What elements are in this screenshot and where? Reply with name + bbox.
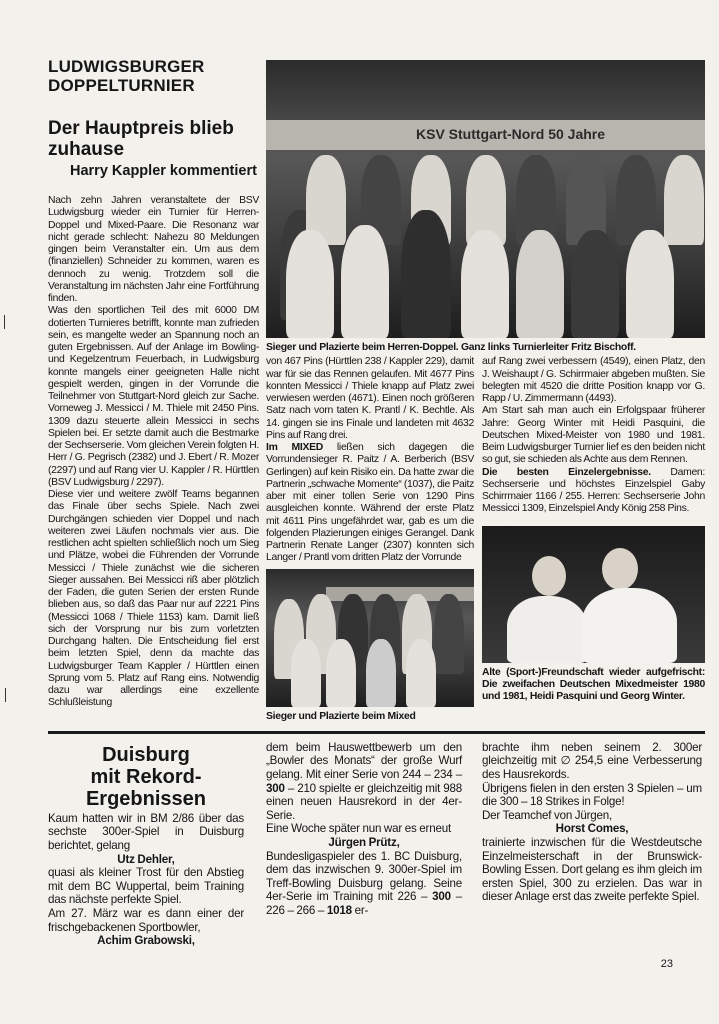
article2-title-line-1: Duisburg (102, 743, 190, 766)
article2 (48, 741, 705, 948)
text: dem beim Hauswettbewerb um den „Bowler des Monats“ der große Wurf gelang. Mit einer Serie von 244 – 234 – (266, 740, 462, 782)
paragraph: quasi als kleiner Trost für den Abstieg mit dem BC Wuppertal, beim Training das nächste perfekte Spiel. (48, 866, 244, 907)
article1-middle-column (266, 356, 474, 723)
highlight-name: Horst Comes, (555, 822, 629, 836)
article1-right-area (266, 57, 705, 723)
article1-left-column (48, 57, 259, 710)
article2-title-line-2: mit Rekord-Ergebnissen (85, 765, 207, 810)
photo-winter-pasquini (482, 526, 705, 663)
paragraph: Übrigens fielen in den ersten 3 Spielen – um die 300 – 18 Strikes in Folge! (482, 781, 702, 809)
paragraph (266, 850, 462, 918)
article-column-1 (48, 195, 259, 710)
score: 300 (266, 781, 285, 795)
lead-in: Im MIXED (266, 442, 323, 454)
article2-column-2 (266, 741, 462, 918)
scan-mark (4, 315, 5, 329)
paragraph: auf Rang zwei verbessern (4549), einen Platz, den J. Weishaupt / G. Schirrmaier abgeben mußten. Sie belegten mit 4520 die dritte Position knapp vor G. Rapp / U. Zimmermann (4493). (482, 356, 705, 405)
paragraph (482, 467, 705, 516)
paragraph: von 467 Pins (Hürttlen 238 / Kappler 229), damit war für sie das Rennen gelaufen. Mit 4677 Pins konnten Messicci / Thiele knapp auf Platz zwei verwiesen werden (4671). Einen noch größeren Satz nach vorn taten K. Prantl / K. Bechtle. Als 14. gingen sie ins Finale und landeten mit 4632 Pins auf Rang drei. (266, 356, 474, 441)
lead-in: Die besten Einzelergebnisse. (482, 466, 651, 478)
article1 (48, 57, 705, 723)
article2-title (48, 744, 244, 810)
page-number: 23 (660, 957, 673, 970)
article2-column-3 (482, 741, 702, 904)
article1-right-column (482, 356, 705, 703)
article2-column-1 (48, 812, 244, 948)
score: 1018 (326, 903, 352, 917)
photo-herren-doppel (266, 60, 705, 338)
text: – 210 spielte er gleichzeitig mit 988 einen neuen Hausrekord in der 4er-Serie. (266, 781, 462, 822)
highlight-name: Utz Dehler, (117, 852, 175, 866)
article-column-3 (482, 356, 705, 515)
section-divider (48, 731, 705, 734)
caption-mixed: Sieger und Plazierte beim Mixed (266, 710, 416, 722)
article-column-2 (266, 356, 474, 564)
scan-mark (5, 688, 6, 702)
paragraph-text: Damen: Sechserserie und höchstes Einzelspiel Gaby Schirrmaier 1166 / 255. Herren: Sechserserie John Messicci 1309, Einzelspiel Andy König 258 Pins. (482, 466, 705, 515)
paragraph (266, 741, 462, 823)
paragraph: Am 27. März war es dann einer der frischgebackenen Sportbowler, (48, 907, 244, 934)
article1-columns-2-3 (266, 356, 705, 723)
paragraph: Am Start sah man auch ein Erfolgspaar früherer Jahre: Georg Winter mit Heidi Pasquini, die Deutschen Mixed-Meister von 1980 und 1981. Beim Ludwigsburger Turnier lief es den beiden nicht so gut, sie schieden als Achte aus dem Rennen. (482, 405, 705, 466)
score: 300 (432, 890, 451, 904)
paragraph: Was den sportlichen Teil des mit 6000 DM dotierten Turnieres betrifft, konnte man zufrieden sein, es mangelte weder an Spannung noch an guten Ergebnissen. Auf der Anlage im Bowling- und Kegelzentrum Feuerbach, in Ludwigsburg konnte mangels einer geeigneten Halle nicht gespielt werden, gingen in der Vorrunde die Teilnehmer von Stuttgart-Nord gleich zur Sache. Vorneweg J. Messicci / M. Thiele mit 2450 Pins. 1309 dazu steuerte allein Messicci in sechs Spielen bei. Er setzte damit auch die Bestmarke der Sechserserie. Vom gleichen Verein folgten H. Herr / G. Pegrisch (2382) und J. Ebert / R. Mozer (2297) und auf Rang vier U. Kappler / R. Hürttlen (BSV Ludwigsburg / 2297). (48, 305, 259, 488)
paragraph: Der Teamchef von Jürgen, (482, 808, 613, 822)
paragraph: trainierte inzwischen für die Westdeutsche Einzelmeisterschaft in der Brunswick-Bowling Essen. Dort gelang es ihm gleich im ersten Spiel, 300 zu erzielen. Das war in dieser Anlage erst das zweite perfekte Spiel. (482, 836, 702, 904)
highlight-name: Jürgen Prütz, (328, 836, 400, 849)
article-kicker: LUDWIGSBURGER DOPPELTURNIER (48, 57, 205, 95)
article-byline: Harry Kappler kommentiert (70, 163, 257, 179)
text: Bundesligaspieler des 1. BC Duisburg, dem das inzwischen 9. 300er-Spiel im Treff-Bowling Duisburg gelang. Seine 4er-Serie im Training mit 226 – (266, 849, 462, 904)
paragraph: Kaum hatten wir in BM 2/86 über das sechste 300er-Spiel in Duisburg berichtet, gelang (48, 811, 244, 853)
paragraph: brachte ihm neben seinem 2. 300er gleichzeitig mit ∅ 254,5 eine Verbesserung des Hausrekords. (482, 740, 702, 782)
text: er- (351, 903, 369, 917)
photo-mixed (266, 569, 474, 707)
caption-winter-pasquini: Alte (Sport-)Freundschaft wieder aufgefrischt: Die zweifachen Deutschen Mixedmeister 1980 und 1981, Heidi Pasquini und Georg Winter. (482, 666, 705, 703)
article-headline: Der Hauptpreis blieb zuhause (48, 118, 234, 160)
highlight-name: Achim Grabowski, (97, 934, 195, 948)
caption-herren-doppel: Sieger und Plazierte beim Herren-Doppel. Ganz links Turnierleiter Fritz Bischoff. (266, 342, 636, 353)
paragraph: Diese vier und weitere zwölf Teams begannen das Finale über sechs Spiele. Nach zwei Durchgängen schieden vier Doppel und nach weiteren zwei Läufen nochmals vier aus. Die restlichen acht spielten schließlich noch um Sieg und Plätze, wobei die Führenden der Vorrunde Messicci / Thiele zunächst wie die sicheren Sieger aussahen. Bei Messicci riß aber plötzlich der Faden, die guten Serien der ersten Runde blieben aus, so daß das Paar nur auf 2221 Pins (Messicci 1068 / Thiele 1153) kam. Damit ließ sich der Vorsprung nur bis zum vorletzten Durchgang halten. Die Entscheidung fiel erst beim letzten Spiel, denn da machte das Ludwigsburger Team Kappler / Hürttlen einen Sprung vom 5. Platz auf Rang eins. Notwendig dazu war allerdings eine exzellente Schlußleistung (48, 489, 259, 709)
paragraph: Eine Woche später nun war es erneut (266, 822, 451, 836)
paragraph: Nach zehn Jahren veranstaltete der BSV Ludwigsburg wieder ein Turnier für Herren-Doppel und Mixed-Paare. Die Resonanz war nicht gerade schlecht: Nahezu 80 Meldungen gingen beim Veranstalter ein. Um aus dem (finanziellen) Schneider zu kommen, waren es dennoch zu wenig. Trotzdem soll die Veranstaltung im nächsten Jahr eine Fortführung finden. (48, 195, 259, 304)
article2-column-1-wrap (48, 741, 244, 948)
photo-banner-text: KSV Stuttgart-Nord 50 Jahre (416, 126, 606, 142)
paragraph-text: ließen sich dagegen die Vorrundensieger R. Paitz / A. Berberich (BSV Gerlingen) auf kein Risiko ein. Da hatte zwar die Partnerin „schwache Momente“ (1037), die Paitz aber mit einer tollen Serie von 1290 Pins ausgleichen konnte. Während der erste Platz mit 4611 Pins ungefährdet war, gab es um die folgenden Plazierungen einiges Gerangel. Dank Partnerin Renate Langer (2307) konnten sich Langer / Prantl vom dritten Platz der Vorrunde (266, 442, 474, 564)
text: – 226 – 266 – (266, 890, 462, 917)
paragraph (266, 442, 474, 565)
